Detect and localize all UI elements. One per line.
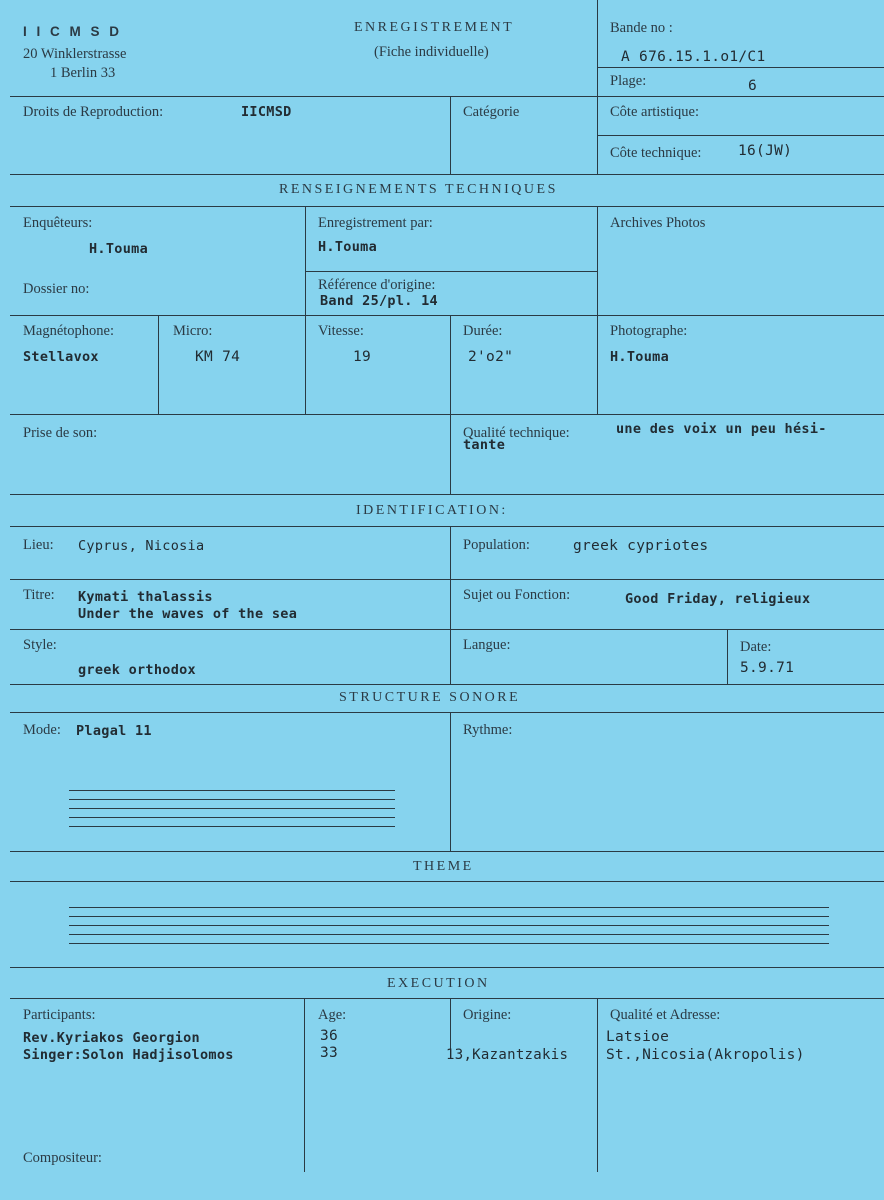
- population-value: greek cypriotes: [573, 538, 709, 554]
- photographe-value: H.Touma: [610, 349, 669, 365]
- participant-1: Rev.Kyriakos Georgion: [23, 1030, 200, 1046]
- age-2: 33: [320, 1045, 339, 1061]
- lieu-label: Lieu:: [23, 537, 54, 553]
- qualite-technique-value: une des voix un peu hési-: [616, 421, 827, 437]
- card-subtitle: (Fiche individuelle): [374, 44, 489, 60]
- rule: [597, 998, 598, 1172]
- cote-technique-value: 16(JW): [738, 143, 793, 159]
- staff-line: [69, 817, 395, 818]
- duree-label: Durée:: [463, 323, 503, 339]
- adresse-line-1: Latsioe: [606, 1029, 670, 1045]
- rythme-label: Rythme:: [463, 722, 513, 738]
- staff-line: [69, 934, 829, 935]
- rule: [10, 712, 884, 713]
- staff-line: [69, 925, 829, 926]
- bande-label: Bande no :: [610, 20, 673, 36]
- rule: [158, 315, 159, 414]
- plage-label: Plage:: [610, 73, 647, 89]
- reference-value: Band 25/pl. 14: [320, 293, 438, 309]
- titre-value: Kymati thalassis: [78, 589, 213, 605]
- compositeur-label: Compositeur:: [23, 1150, 102, 1166]
- archives-label: Archives Photos: [610, 215, 706, 231]
- photographe-label: Photographe:: [610, 323, 688, 339]
- vitesse-label: Vitesse:: [318, 323, 364, 339]
- staff-line: [69, 916, 829, 917]
- langue-label: Langue:: [463, 637, 511, 653]
- rule: [10, 96, 884, 97]
- qualite-adresse-label: Qualité et Adresse:: [610, 1007, 721, 1023]
- rule: [10, 494, 884, 495]
- institution-name: I I C M S D: [23, 24, 123, 39]
- droits-label: Droits de Reproduction:: [23, 104, 164, 120]
- magnetophone-value: Stellavox: [23, 349, 99, 365]
- adresse-line-2: St.,Nicosia(Akropolis): [606, 1047, 805, 1063]
- rule: [305, 271, 597, 272]
- cote-technique-label: Côte technique:: [610, 145, 702, 161]
- prise-de-son-label: Prise de son:: [23, 425, 98, 441]
- rule: [450, 998, 451, 1052]
- rule: [10, 414, 884, 415]
- rule: [597, 0, 598, 174]
- duree-value: 2'o2": [468, 349, 514, 365]
- staff-line: [69, 799, 395, 800]
- date-label: Date:: [740, 639, 772, 655]
- droits-value: IICMSD: [241, 104, 292, 120]
- rule: [450, 712, 451, 851]
- rule: [10, 629, 884, 630]
- rule: [450, 96, 451, 174]
- rule: [10, 174, 884, 175]
- staff-line: [69, 790, 395, 791]
- participants-label: Participants:: [23, 1007, 96, 1023]
- rule: [10, 684, 884, 685]
- bande-value: A 676.15.1.o1/C1: [621, 49, 766, 65]
- rule: [450, 526, 451, 684]
- titre-value-en: Under the waves of the sea: [78, 606, 298, 622]
- vitesse-value: 19: [353, 349, 372, 365]
- micro-value: KM 74: [195, 349, 241, 365]
- staff-line: [69, 943, 829, 944]
- rule: [450, 315, 451, 494]
- population-label: Population:: [463, 537, 530, 553]
- section-title-theme: THEME: [413, 859, 474, 874]
- mode-label: Mode:: [23, 722, 61, 738]
- micro-label: Micro:: [173, 323, 213, 339]
- titre-label: Titre:: [23, 587, 55, 603]
- reference-label: Référence d'origine:: [318, 277, 436, 293]
- origine-value: 13,Kazantzakis: [446, 1047, 569, 1063]
- dossier-label: Dossier no:: [23, 281, 90, 297]
- date-value: 5.9.71: [740, 660, 795, 676]
- categorie-label: Catégorie: [463, 104, 520, 120]
- sujet-value: Good Friday, religieux: [625, 591, 811, 607]
- rule: [10, 315, 884, 316]
- lieu-value: Cyprus, Nicosia: [78, 538, 205, 554]
- plage-value: 6: [748, 78, 758, 94]
- enqueteurs-label: Enquêteurs:: [23, 215, 93, 231]
- age-label: Age:: [318, 1007, 347, 1023]
- sujet-label: Sujet ou Fonction:: [463, 587, 571, 603]
- mode-value: Plagal 11: [76, 723, 152, 739]
- rule: [10, 998, 884, 999]
- staff-line: [69, 907, 829, 908]
- rule: [10, 851, 884, 852]
- cote-artistique-label: Côte artistique:: [610, 104, 699, 120]
- card-title: ENREGISTREMENT: [354, 20, 515, 35]
- rule: [597, 135, 884, 136]
- rule: [727, 629, 728, 684]
- rule: [304, 998, 305, 1172]
- staff-line: [69, 808, 395, 809]
- staff-line: [69, 826, 395, 827]
- rule: [10, 967, 884, 968]
- origine-label: Origine:: [463, 1007, 512, 1023]
- institution-street: 20 Winklerstrasse: [23, 46, 127, 62]
- rule: [10, 526, 884, 527]
- participant-2: Singer:Solon Hadjisolomos: [23, 1047, 234, 1063]
- rule: [10, 881, 884, 882]
- section-title-execution: EXECUTION: [387, 976, 490, 991]
- section-title-structure: STRUCTURE SONORE: [339, 690, 521, 705]
- rule: [305, 206, 306, 414]
- section-title-technical: RENSEIGNEMENTS TECHNIQUES: [279, 182, 558, 197]
- enregistrement-label: Enregistrement par:: [318, 215, 433, 231]
- enregistrement-value: H.Touma: [318, 239, 377, 255]
- institution-city: 1 Berlin 33: [50, 65, 116, 81]
- style-label: Style:: [23, 637, 57, 653]
- rule: [10, 579, 884, 580]
- style-value: greek orthodox: [78, 662, 196, 678]
- section-title-identification: IDENTIFICATION:: [356, 503, 508, 518]
- enqueteurs-value: H.Touma: [89, 241, 148, 257]
- age-1: 36: [320, 1028, 339, 1044]
- qualite-technique-value-cont: tante: [463, 437, 506, 453]
- rule: [10, 206, 884, 207]
- qualite-technique-label: Qualité technique:: [463, 425, 570, 441]
- magnetophone-label: Magnétophone:: [23, 323, 115, 339]
- rule: [597, 67, 884, 68]
- rule: [597, 206, 598, 414]
